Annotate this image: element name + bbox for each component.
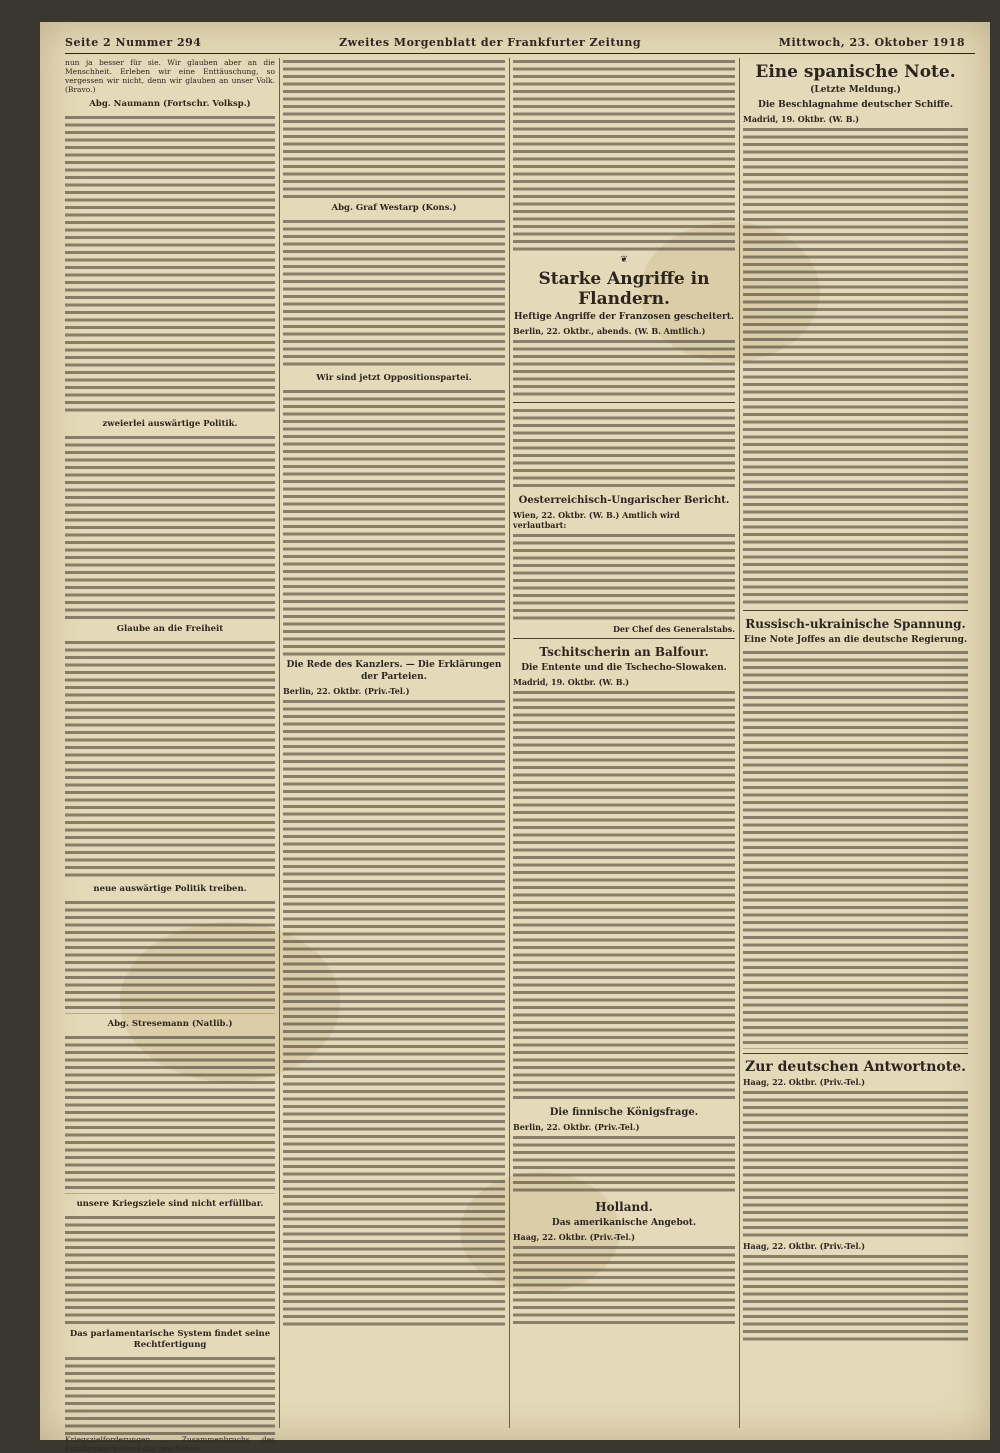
report-dateline: Berlin, 22. Oktbr. (Priv.-Tel.) xyxy=(513,1122,640,1132)
section-subheading: Glaube an die Freiheit xyxy=(116,624,224,634)
header-rule xyxy=(65,53,975,54)
section-subtitle: Eine Note Joffes an die deutsche Regierung. xyxy=(743,635,968,645)
ornament-divider: ❦ xyxy=(620,255,628,265)
page-number: Seite 2 Nummer 294 xyxy=(65,35,202,49)
section-rule xyxy=(743,610,968,611)
issue-date: Mittwoch, 23. Oktober 1918 xyxy=(778,35,965,49)
body-text-block xyxy=(65,434,275,619)
body-text-block xyxy=(65,639,275,879)
section-title: Holland. xyxy=(595,1200,653,1214)
section-subheading: unsere Kriegsziele sind nicht erfüllbar. xyxy=(76,1199,264,1209)
body-text-block xyxy=(283,58,505,198)
body-text-block xyxy=(513,532,735,622)
section-subheading: Wir sind jetzt Oppositionspartei. xyxy=(316,373,472,383)
section-rule xyxy=(513,402,735,403)
body-text-block xyxy=(743,649,968,1049)
column-1 xyxy=(65,58,275,1453)
speaker-heading: Abg. Stresemann (Natlib.) xyxy=(107,1019,233,1029)
report-dateline: Madrid, 19. Oktbr. (W. B.) xyxy=(513,677,630,687)
report-title: Oesterreichisch-Ungarischer Bericht. xyxy=(518,495,730,506)
front-subheadline: (Letzte Meldung.) xyxy=(810,85,901,95)
body-text-block xyxy=(513,1134,735,1194)
column-divider xyxy=(739,58,740,1428)
report-dateline: Berlin, 22. Oktbr., abends. (W. B. Amtlich.) xyxy=(513,326,706,336)
section-title: Zur deutschen Antwortnote. xyxy=(744,1059,967,1075)
body-text-block xyxy=(65,1355,275,1435)
column-2 xyxy=(283,58,505,1428)
report-dateline: Haag, 22. Oktbr. (Priv.-Tel.) xyxy=(743,1241,866,1251)
column-3 xyxy=(513,58,735,1428)
report-signature: Der Chef des Generalstabs. xyxy=(612,624,735,634)
section-subheading: zweierlei auswärtige Politik. xyxy=(102,419,238,429)
section-rule xyxy=(513,638,735,639)
article-title: Die Rede des Kanzlers. — Die Erklärungen der Parteien. xyxy=(286,660,502,682)
section-subheading: Das parlamentarische System findet seine Rechtfertigung xyxy=(69,1329,271,1350)
column-1-top-text: nun ja besser für sie. Wir glauben aber an die Menschheit. Erleben wir eine Enttäuschung, so vergessen wir nicht, denn wir glauben an unser Volk. (Bravo.) xyxy=(65,58,275,94)
front-headline: Eine spanische Note. xyxy=(755,62,956,82)
column-1-bottom-text: Kriegszielforderungen ... Zusammenbruchs des Ernährungssystems das geschehen. xyxy=(65,1435,275,1453)
body-text-block xyxy=(283,698,505,1328)
article-dateline: Berlin, 22. Oktbr. (Priv.-Tel.) xyxy=(283,686,410,696)
body-text-block xyxy=(65,114,275,414)
report-dateline: Wien, 22. Oktbr. (W. B.) Amtlich wird verlautbart: xyxy=(513,510,680,530)
report-dateline: Madrid, 19. Oktbr. (W. B.) xyxy=(743,114,860,124)
report-dateline: Haag, 22. Oktbr. (Priv.-Tel.) xyxy=(743,1077,866,1087)
section-title: Tschitscherin an Balfour. xyxy=(539,645,709,659)
speaker-heading: Abg. Naumann (Fortschr. Volksp.) xyxy=(89,99,251,109)
section-subtitle: Die Beschlagnahme deutscher Schiffe. xyxy=(758,100,953,110)
body-text-block xyxy=(743,1253,968,1343)
body-text-block xyxy=(513,407,735,487)
front-headline: Starke Angriffe in Flandern. xyxy=(538,269,710,309)
report-dateline: Haag, 22. Oktbr. (Priv.-Tel.) xyxy=(513,1232,636,1242)
body-text-block xyxy=(743,1089,968,1239)
body-text-block xyxy=(65,1214,275,1324)
body-text-block xyxy=(743,126,968,606)
column-divider xyxy=(509,58,510,1428)
section-rule xyxy=(743,1053,968,1054)
speaker-heading: Abg. Graf Westarp (Kons.) xyxy=(331,203,457,213)
body-text-block xyxy=(283,388,505,658)
column-4 xyxy=(743,58,968,1428)
page-header xyxy=(65,32,965,52)
section-subtitle: Das amerikanische Angebot. xyxy=(551,1218,697,1228)
section-title: Die finnische Königsfrage. xyxy=(549,1107,699,1118)
body-text-block xyxy=(65,899,275,1014)
newspaper-masthead: Zweites Morgenblatt der Frankfurter Zeitung xyxy=(339,35,642,49)
section-subtitle: Die Entente und die Tschecho-Slowaken. xyxy=(521,663,727,673)
column-divider xyxy=(279,58,280,1428)
newspaper-page xyxy=(40,22,990,1453)
body-text-block xyxy=(513,1244,735,1324)
body-text-block xyxy=(513,338,735,398)
body-text-block xyxy=(65,1034,275,1194)
section-subheading: neue auswärtige Politik treiben. xyxy=(93,884,247,894)
front-subheadline: Heftige Angriffe der Franzosen gescheitert. xyxy=(513,312,735,322)
body-text-block xyxy=(283,218,505,368)
body-text-block xyxy=(513,689,735,1099)
section-title: Russisch-ukrainische Spannung. xyxy=(745,617,966,631)
body-text-block xyxy=(513,58,735,253)
